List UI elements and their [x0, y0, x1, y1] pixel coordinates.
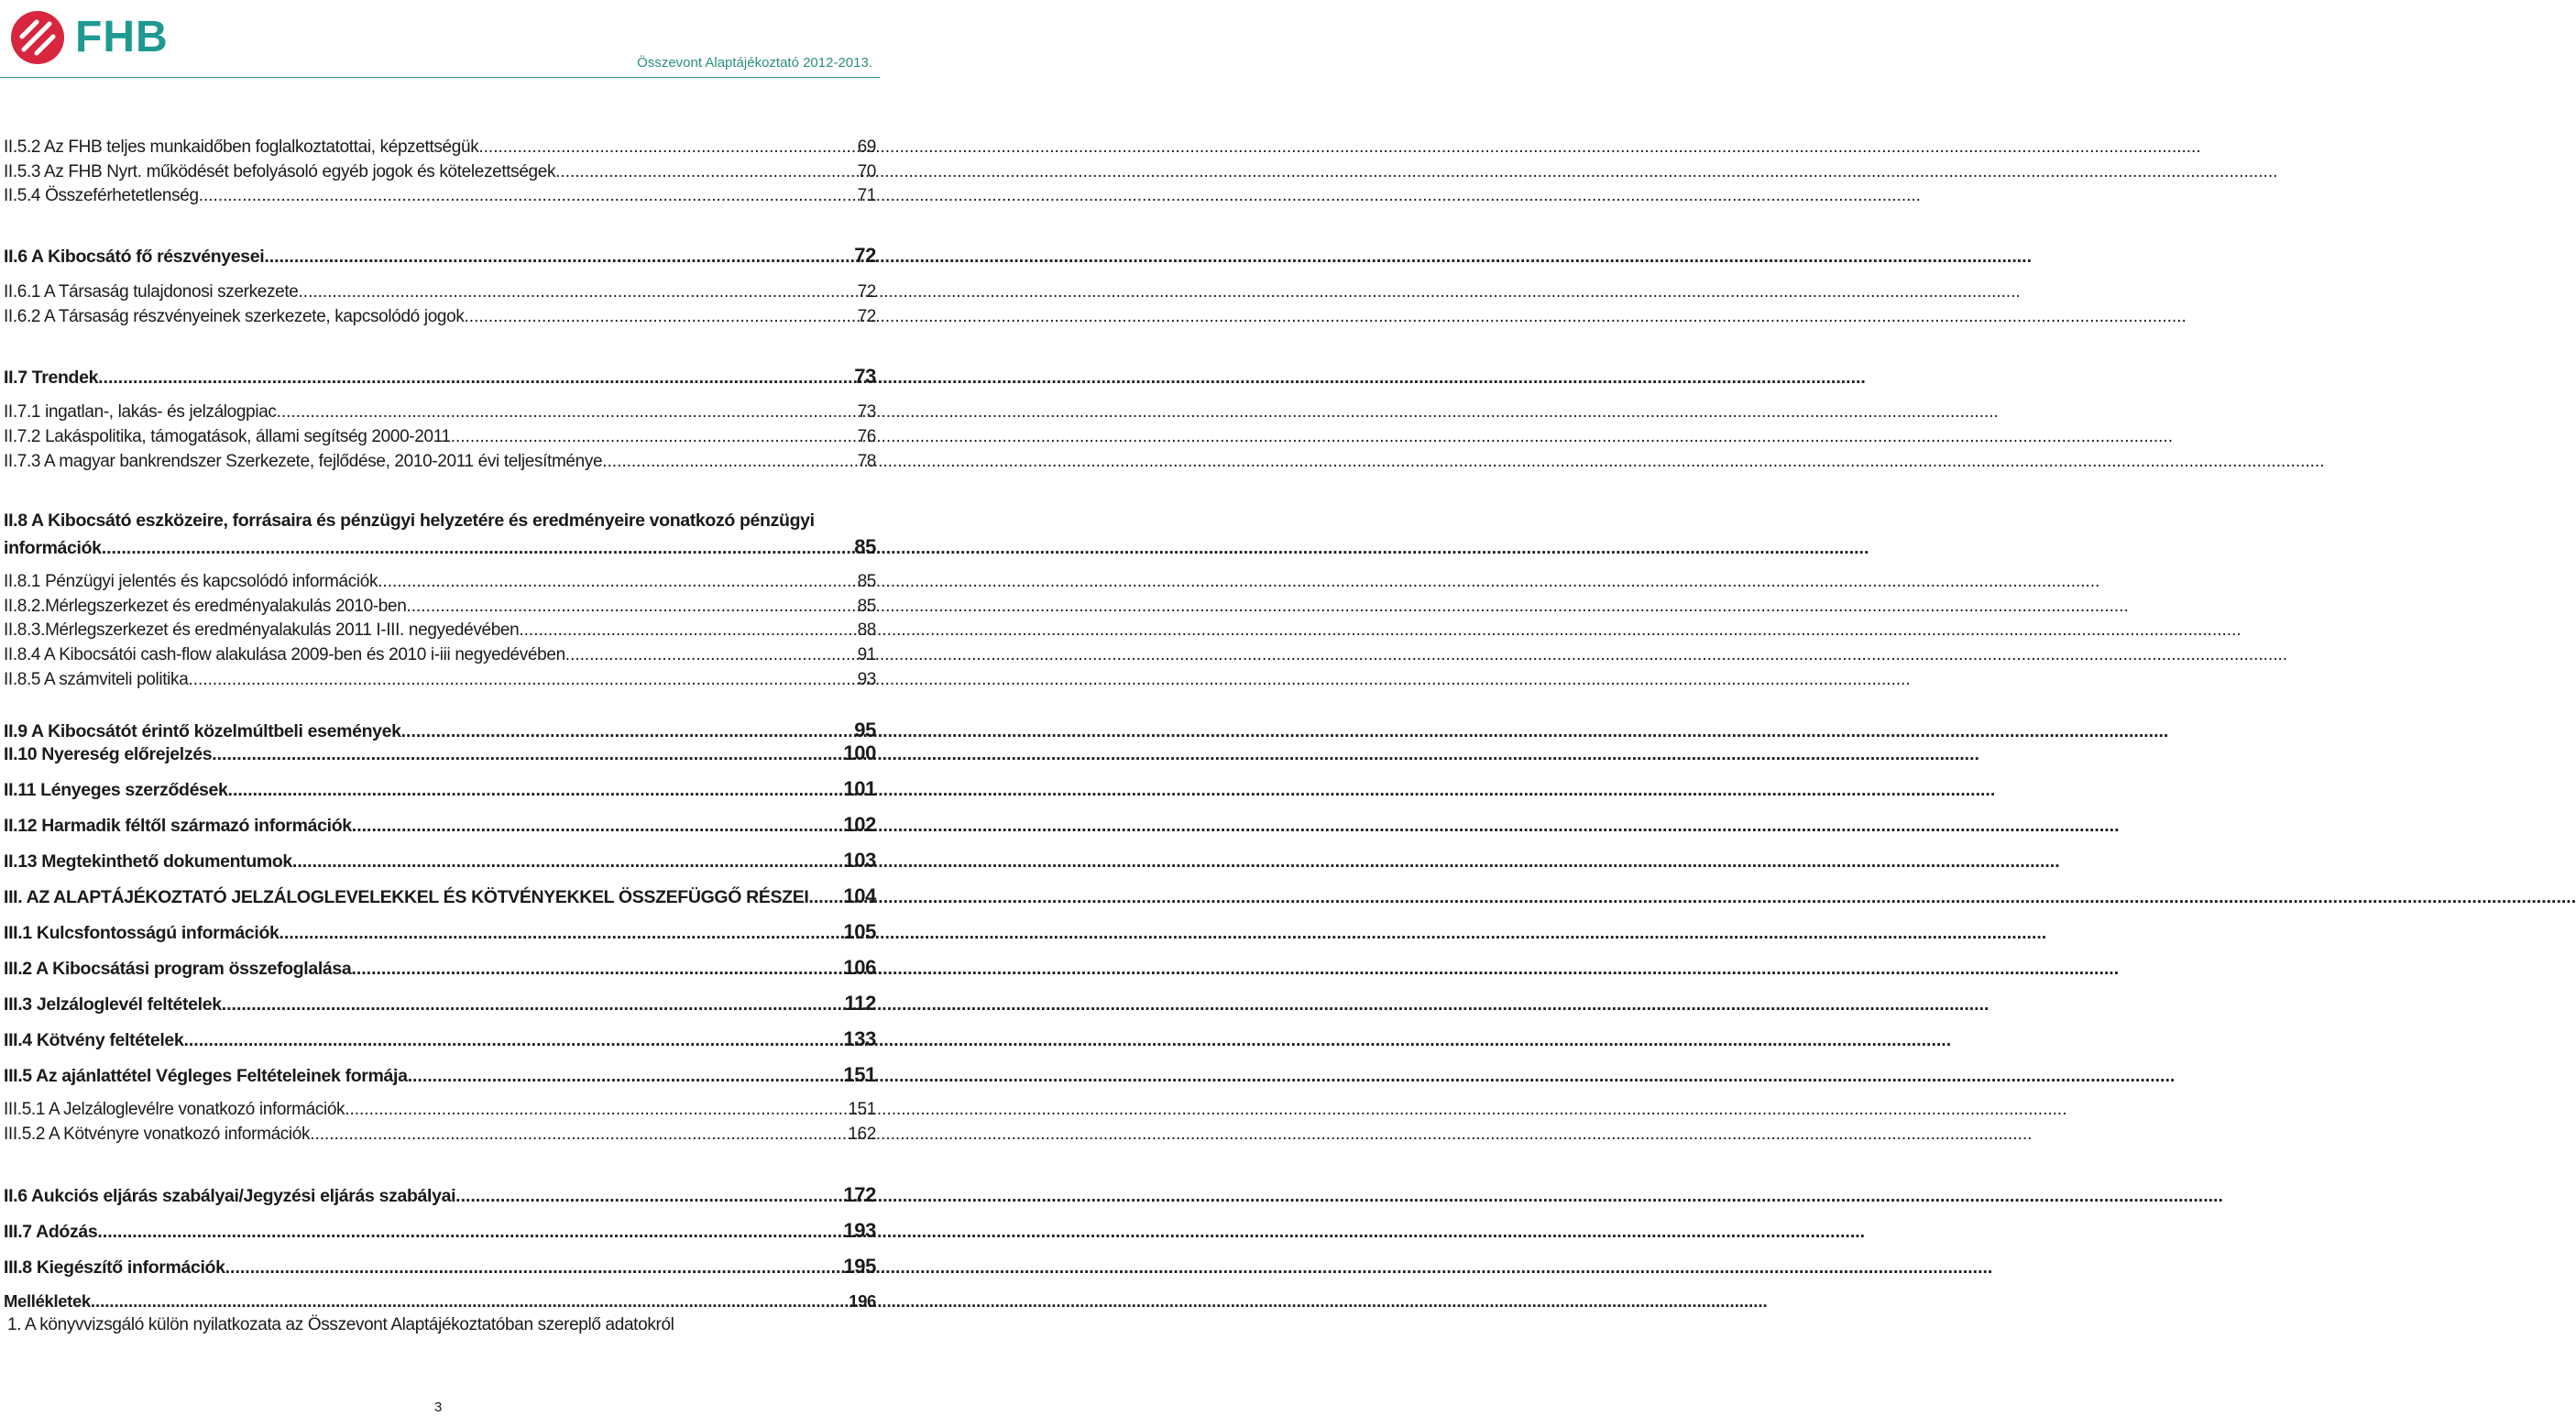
- toc-leader-dots: [97, 1222, 841, 1243]
- header-divider: [0, 77, 880, 78]
- toc-entry-page: 72: [857, 282, 876, 302]
- toc-entry-title: III.5 Az ajánlattétel Végleges Feltételeinek formája: [4, 1066, 408, 1086]
- page-header: [0, 0, 880, 82]
- toc-entry-title: II.10 Nyereség előrejelzés: [4, 744, 213, 764]
- fhb-logo: [9, 9, 169, 66]
- toc-leader-dots: [212, 744, 841, 765]
- toc-entry[interactable]: [4, 186, 876, 206]
- toc-entry-title: II.6 Aukciós eljárás szabályai/Jegyzési eljárás szabályai: [4, 1186, 456, 1206]
- toc-entry[interactable]: [4, 452, 876, 472]
- toc-leader-dots: [183, 1030, 841, 1051]
- toc-leader-dots: [808, 887, 841, 908]
- toc-entry-page: 104: [843, 884, 876, 907]
- toc-entry[interactable]: [4, 1125, 876, 1145]
- toc-entry[interactable]: [4, 670, 876, 690]
- toc-entry-page: 102: [843, 813, 876, 836]
- toc-entry-page: 72: [857, 307, 876, 326]
- toc-leader-dots: [277, 402, 856, 423]
- toc-entry-page: 93: [857, 670, 876, 689]
- toc-leader-dots: [519, 620, 855, 641]
- toc-leader-dots: [98, 368, 852, 389]
- toc-entry-page: 151: [843, 1063, 876, 1086]
- toc-entry-title: II.8.4 A Kibocsátói cash-flow alakulása 2009-ben és 2010 i-iii negyedévében: [4, 645, 565, 664]
- toc-entry-page: 196: [849, 1291, 876, 1311]
- toc-entry-page: 71: [857, 186, 876, 205]
- toc-entry-title: II.6.2 A Társaság részvényeinek szerkezete, kapcsolódó jogok: [4, 307, 465, 326]
- toc-entry-page: 101: [843, 777, 876, 800]
- toc-entry[interactable]: [4, 813, 876, 837]
- toc-leader-dots: [264, 247, 852, 268]
- toc-entry[interactable]: [4, 620, 876, 641]
- toc-leader-dots: [188, 670, 855, 690]
- toc-leader-dots: [299, 282, 856, 302]
- toc-leader-dots: [401, 721, 853, 742]
- toc-entry-page: 162: [848, 1125, 876, 1144]
- toc-leader-dots: [352, 816, 842, 837]
- toc-entry-title: III.4 Kötvény feltételek: [4, 1030, 184, 1050]
- toc-entry-title: Mellékletek: [4, 1291, 91, 1311]
- toc-entry-page: 103: [843, 849, 876, 872]
- toc-entry[interactable]: [4, 741, 876, 765]
- toc-entry-page: 85: [854, 535, 876, 558]
- toc-entry-title: II.8.5 A számviteli politika: [4, 670, 189, 689]
- toc-leader-dots: [222, 994, 843, 1015]
- toc-entry[interactable]: [4, 535, 876, 559]
- toc-entry-title: II.6.1 A Társaság tulajdonosi szerkezete: [4, 282, 299, 302]
- toc-entry-page: 100: [843, 741, 876, 764]
- toc-entry-title: II.8.3.Mérlegszerkezet és eredményalakulás 2011 I-III. negyedévében: [4, 620, 520, 640]
- toc-entry-page: 69: [857, 137, 876, 157]
- toc-entry-title-line1[interactable]: II.8 A Kibocsátó eszközeire, forrásaira és pénzügyi helyzetére és eredményeire vonatkozó pénzügyi: [4, 510, 815, 531]
- toc-entry[interactable]: [4, 777, 876, 801]
- toc-leader-dots: [406, 597, 855, 617]
- toc-leader-dots: [91, 1291, 847, 1312]
- toc-leader-dots: [292, 851, 841, 873]
- toc-entry[interactable]: [4, 162, 876, 182]
- toc-entry-title: II.13 Megtekinthető dokumentumok: [4, 851, 292, 872]
- toc-entry[interactable]: [4, 645, 876, 665]
- toc-entry-title: II.7.3 A magyar bankrendszer Szerkezete, fejlődése, 2010-2011 évi teljesítménye: [4, 452, 603, 471]
- toc-entry-title: II.7 Trendek: [4, 368, 99, 388]
- toc-entry-page: 105: [843, 920, 876, 943]
- toc-leader-dots: [199, 186, 856, 206]
- fhb-logo-icon: [9, 9, 66, 66]
- toc-entry[interactable]: [4, 920, 876, 944]
- toc-entry[interactable]: [4, 307, 876, 327]
- toc-entry-page: 85: [857, 597, 876, 616]
- toc-entry[interactable]: [4, 244, 876, 268]
- toc-leader-dots: [351, 959, 841, 980]
- toc-entry-page: 88: [857, 620, 876, 640]
- document-title: Összevont Alaptájékoztató 2012-2013.: [637, 55, 872, 71]
- toc-entry[interactable]: [4, 1219, 876, 1243]
- toc-entry[interactable]: [4, 719, 876, 742]
- toc-entry-title: II.8.1 Pénzügyi jelentés és kapcsolódó információk: [4, 572, 378, 591]
- toc-entry-page: 78: [857, 452, 876, 471]
- toc-entry-title: II.7.2 Lakáspolitika, támogatások, állami segítség 2000-2011: [4, 427, 451, 446]
- toc-entry-title: III.5.2 A Kötvényre vonatkozó információk: [4, 1125, 311, 1144]
- logo-text: FHB: [75, 13, 169, 61]
- toc-entry[interactable]: [4, 1100, 876, 1120]
- toc-entry[interactable]: [4, 956, 876, 980]
- toc-leader-dots: [345, 1100, 846, 1120]
- toc-entry-title: III.2 A Kibocsátási program összefoglalása: [4, 959, 352, 979]
- toc-entry-title: III.5.1 A Jelzáloglevélre vonatkozó információk: [4, 1100, 345, 1119]
- toc-leader-dots: [102, 538, 853, 559]
- toc-leader-dots: [280, 923, 842, 944]
- toc-entry[interactable]: [4, 572, 876, 592]
- toc-entry[interactable]: [4, 1255, 876, 1279]
- toc-leader-dots: [555, 162, 855, 182]
- toc-leader-dots: [465, 307, 856, 327]
- toc-entry-title: III.8 Kiegészítő információk: [4, 1257, 225, 1278]
- toc-entry[interactable]: [4, 365, 876, 389]
- toc-entry-title: II.6 A Kibocsátó fő részvényesei: [4, 247, 265, 267]
- toc-entry-title: II.12 Harmadik féltől származó információk: [4, 816, 352, 836]
- toc-leader-dots: [565, 645, 856, 665]
- toc-entry[interactable]: [4, 597, 876, 617]
- toc-entry[interactable]: [4, 849, 876, 873]
- toc-entry-title: III.1 Kulcsfontosságú információk: [4, 923, 280, 943]
- toc-entry-title: II.5.3 Az FHB Nyrt. működését befolyásoló egyéb jogok és kötelezettségek: [4, 162, 556, 181]
- toc-entry-title: III.3 Jelzáloglevél feltételek: [4, 994, 222, 1015]
- toc-leader-dots: [451, 427, 856, 447]
- toc-entry-page: 172: [843, 1183, 876, 1206]
- toc-entry[interactable]: [4, 1027, 876, 1051]
- toc-entry-page: 106: [843, 956, 876, 979]
- toc-entry-title: II.8.2.Mérlegszerkezet és eredményalakulás 2010-ben: [4, 597, 407, 616]
- toc-entry-title: II.11 Lényeges szerződések: [4, 780, 228, 800]
- toc-entry-page: 73: [857, 402, 876, 422]
- toc-leader-dots: [225, 1257, 842, 1279]
- toc-entry-page: 73: [854, 365, 876, 388]
- toc-leader-dots: [378, 572, 855, 592]
- toc-entry-page: 193: [843, 1219, 876, 1242]
- toc-leader-dots: [408, 1066, 842, 1087]
- toc-entry-page: 91: [857, 645, 876, 664]
- toc-entry-title: II.9 A Kibocsátót érintő közelmúltbeli események: [4, 721, 401, 741]
- toc-entry-page: 112: [844, 992, 876, 1015]
- toc-entry-page: 151: [848, 1100, 876, 1119]
- toc-entry[interactable]: [4, 992, 876, 1015]
- toc-entry-page: 133: [843, 1027, 876, 1050]
- toc-entry[interactable]: [4, 402, 876, 423]
- toc-entry-page: 95: [854, 719, 876, 741]
- toc-leader-dots: [228, 780, 842, 801]
- toc-entry-title: III.7 Adózás: [4, 1222, 98, 1242]
- toc-entry[interactable]: [4, 137, 876, 158]
- toc-entry[interactable]: [4, 884, 876, 908]
- page-number: 3: [434, 1400, 443, 1415]
- toc-entry[interactable]: [4, 1063, 876, 1087]
- toc-entry[interactable]: [4, 282, 876, 302]
- toc-entry-page: 76: [857, 427, 876, 446]
- toc-entry-title: információk: [4, 538, 102, 558]
- attachment-item: 1. A könyvvizsgáló külön nyilatkozata az Összevont Alaptájékoztatóban szereplő adatokról: [7, 1315, 674, 1334]
- toc-entry-title: III. AZ ALAPTÁJÉKOZTATÓ JELZÁLOGLEVELEKKEL ÉS KÖTVÉNYEKKEL ÖSSZEFÜGGŐ RÉSZEI: [4, 887, 809, 907]
- toc-entry-page: 85: [857, 572, 876, 591]
- toc-entry-title: II.5.2 Az FHB teljes munkaidőben foglalkoztatottai, képzettségük: [4, 137, 479, 157]
- toc-entry-page: 72: [854, 244, 876, 267]
- toc-leader-dots: [310, 1125, 846, 1145]
- toc-entry-page: 195: [843, 1255, 876, 1278]
- toc-entry-title: II.5.4 Összeférhetetlenség: [4, 186, 199, 205]
- toc-entry[interactable]: [4, 1291, 876, 1312]
- toc-entry[interactable]: [4, 1183, 876, 1207]
- toc-entry[interactable]: [4, 427, 876, 447]
- toc-entry-title: II.7.1 ingatlan-, lakás- és jelzálogpiac: [4, 402, 277, 422]
- toc-entry-page: 70: [857, 162, 876, 181]
- toc-leader-dots: [455, 1186, 841, 1207]
- toc-leader-dots: [602, 452, 855, 472]
- toc-leader-dots: [478, 137, 855, 158]
